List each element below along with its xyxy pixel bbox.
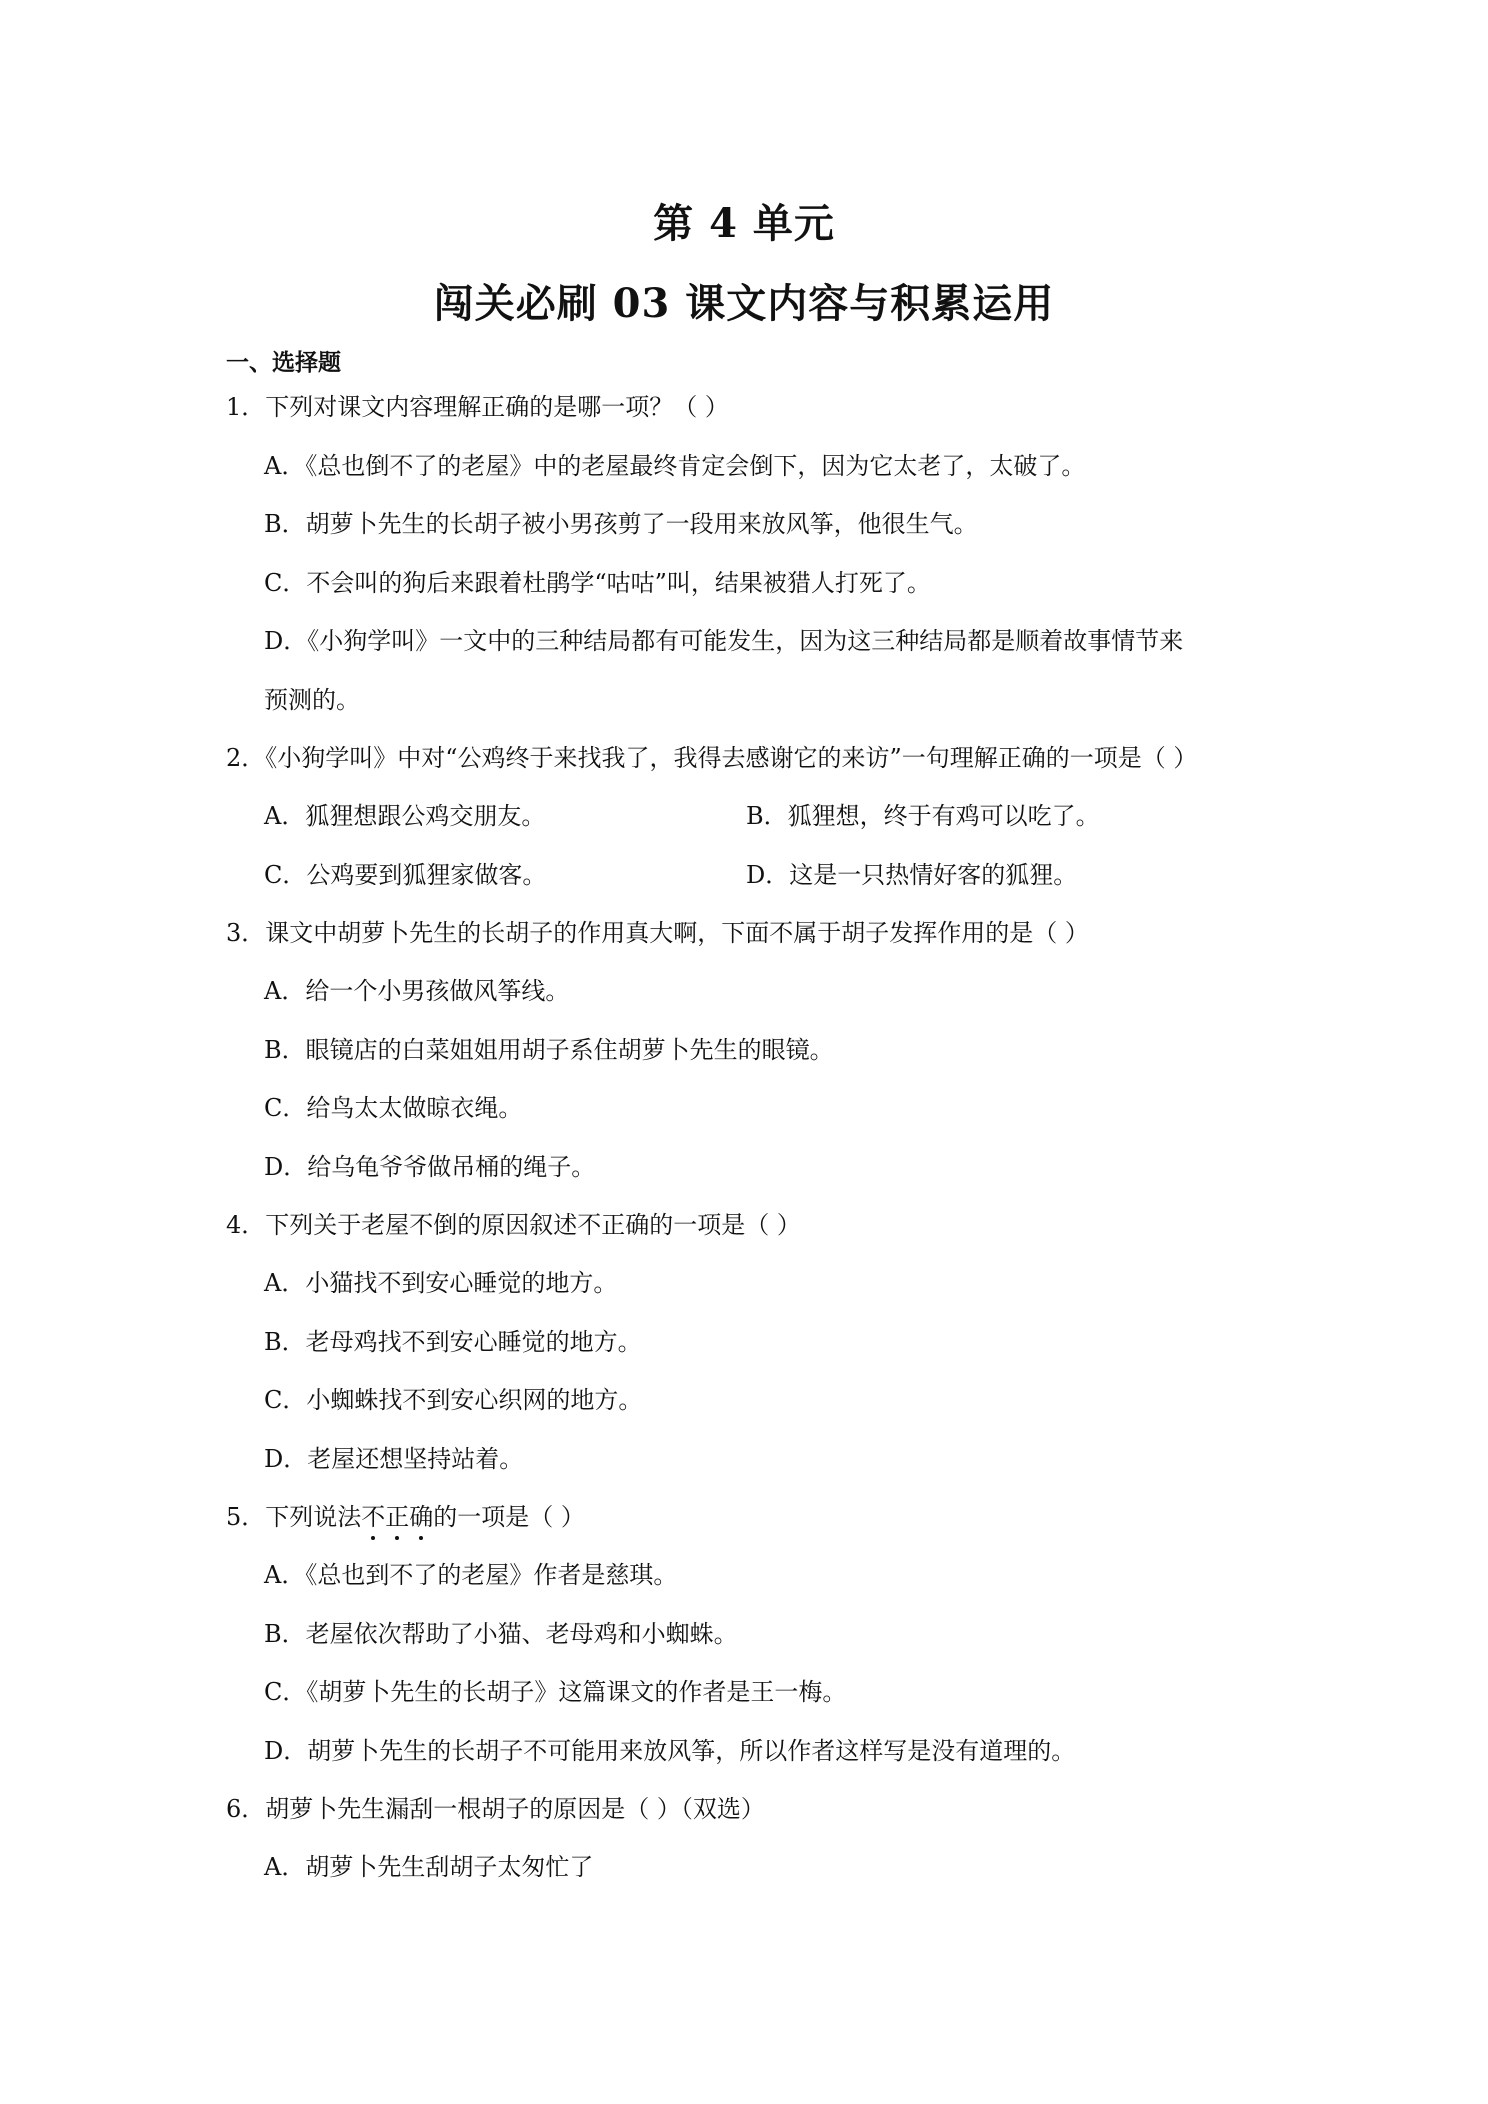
question-2-option-b: B．狐狸想，终于有鸡可以吃了。	[746, 802, 1100, 830]
question-3-option-c: C．给鸟太太做晾衣绳。	[264, 1094, 523, 1122]
question-1-option-d: D．《小狗学叫》一文中的三种结局都有可能发生，因为这三种结局都是顺着故事情节来	[264, 627, 1184, 655]
question-5-stem-suffix: 的一项是（ ）	[433, 1503, 585, 1531]
question-4-option-d: D．老屋还想坚持站着。	[264, 1445, 524, 1473]
question-5-option-a: A．《总也到不了的老屋》作者是慈琪。	[264, 1561, 678, 1589]
question-1-option-a: A．《总也倒不了的老屋》中的老屋最终肯定会倒下，因为它太老了，太破了。	[264, 452, 1086, 480]
emphasis-char-1: 不	[361, 1503, 386, 1531]
question-2-option-a: A．狐狸想跟公鸡交朋友。	[264, 802, 546, 830]
question-2-stem: 2．《小狗学叫》中对“公鸡终于来找我了，我得去感谢它的来访”一句理解正确的一项是（ ）	[226, 744, 1198, 772]
question-5-option-c: C．《胡萝卜先生的长胡子》这篇课文的作者是王一梅。	[264, 1678, 847, 1706]
question-6-option-a: A．胡萝卜先生刮胡子太匆忙了	[264, 1853, 594, 1881]
question-3-option-a: A．给一个小男孩做风筝线。	[264, 977, 570, 1005]
question-1-option-c: C．不会叫的狗后来跟着杜鹃学“咕咕”叫，结果被猎人打死了。	[264, 569, 931, 597]
emphasis-char-3: 确	[409, 1503, 434, 1531]
question-5-option-d: D．胡萝卜先生的长胡子不可能用来放风筝，所以作者这样写是没有道理的。	[264, 1737, 1076, 1765]
section-heading: 一、选择题	[226, 349, 341, 376]
question-4-option-c: C．小蜘蛛找不到安心织网的地方。	[264, 1386, 643, 1414]
question-2-option-c: C．公鸡要到狐狸家做客。	[264, 861, 547, 889]
question-4-stem: 4．下列关于老屋不倒的原因叙述不正确的一项是（ ）	[226, 1211, 801, 1239]
question-1-option-b: B．胡萝卜先生的长胡子被小男孩剪了一段用来放风筝，他很生气。	[264, 510, 978, 538]
page-title: 闯关必刷 03 课文内容与积累运用	[433, 280, 1055, 327]
question-3-option-b: B．眼镜店的白菜姐姐用胡子系住胡萝卜先生的眼镜。	[264, 1036, 834, 1064]
question-4-option-a: A．小猫找不到安心睡觉的地方。	[264, 1269, 618, 1297]
question-2-option-d: D．这是一只热情好客的狐狸。	[746, 861, 1078, 889]
emphasis-char-2: 正	[385, 1503, 410, 1531]
question-1-stem: 1．下列对课文内容理解正确的是哪一项？（ ）	[226, 393, 729, 421]
question-6-stem: 6．胡萝卜先生漏刮一根胡子的原因是（ ）（双选）	[226, 1795, 765, 1823]
question-5-stem-prefix: 5．下列说法	[226, 1503, 362, 1531]
question-4-option-b: B．老母鸡找不到安心睡觉的地方。	[264, 1328, 642, 1356]
question-3-stem: 3．课文中胡萝卜先生的长胡子的作用真大啊，下面不属于胡子发挥作用的是（ ）	[226, 919, 1089, 947]
question-3-option-d: D．给乌龟爷爷做吊桶的绳子。	[264, 1153, 596, 1181]
unit-title: 第 4 单元	[653, 200, 835, 247]
question-1-option-d-continued: 预测的。	[264, 686, 360, 714]
question-5-stem	[226, 1502, 585, 1532]
question-5-option-b: B．老屋依次帮助了小猫、老母鸡和小蜘蛛。	[264, 1620, 738, 1648]
